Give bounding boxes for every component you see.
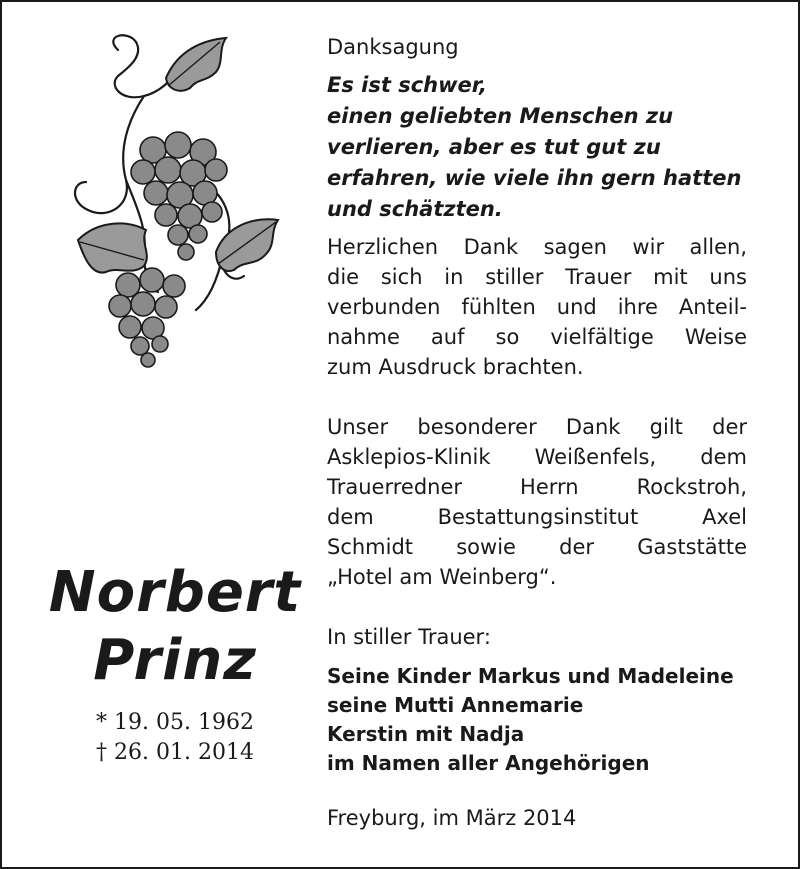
- paragraph-line: Unser besonderer Dank gilt der: [327, 415, 747, 439]
- quote-line: Es ist schwer,: [327, 73, 487, 97]
- place-and-date: Freyburg, im März 2014: [327, 806, 577, 830]
- family-line: Seine Kinder Markus und Madeleine: [327, 664, 734, 688]
- paragraph-line: Trauerredner Herrn Rockstroh,: [327, 475, 747, 499]
- paragraph-line: die sich in stiller Trauer mit uns: [327, 265, 747, 289]
- special-thanks-paragraph: [327, 412, 747, 592]
- family-list: [327, 662, 747, 778]
- quote: [327, 70, 747, 225]
- deceased-first-name: Norbert: [48, 560, 302, 625]
- paragraph-line: nahme auf so vielfältige Weise: [327, 325, 747, 349]
- paragraph-line: Asklepios-Klinik Weißenfels, dem: [327, 445, 747, 469]
- paragraph-line: dem Bestattungsinstitut Axel: [327, 505, 747, 529]
- paragraph-line: Schmidt sowie der Gaststätte: [327, 535, 747, 559]
- paragraph-line: zum Ausdruck brachten.: [327, 355, 584, 379]
- paragraph-line: Herzlichen Dank sagen wir allen,: [327, 235, 747, 259]
- quote-line: erfahren, wie viele ihn gern hatten: [327, 166, 742, 190]
- birth-date: * 19. 05. 1962: [96, 710, 254, 735]
- death-date: † 26. 01. 2014: [96, 740, 254, 765]
- family-line: seine Mutti Annemarie: [327, 693, 584, 717]
- notice-heading: Danksagung: [327, 35, 459, 59]
- quote-line: und schätzten.: [327, 197, 503, 221]
- quote-line: einen geliebten Menschen zu: [327, 104, 674, 128]
- family-line: Kerstin mit Nadja: [327, 722, 525, 746]
- paragraph-line: verbunden fühlten und ihre Anteil-: [327, 295, 747, 319]
- deceased-last-name: Prinz: [93, 628, 257, 693]
- mourning-label: In stiller Trauer:: [327, 625, 491, 649]
- paragraph-line: „Hotel am Weinberg“.: [327, 565, 557, 589]
- grapevine-icon: [48, 30, 298, 370]
- thanks-paragraph: [327, 232, 747, 382]
- family-line: im Namen aller Angehörigen: [327, 751, 650, 775]
- quote-line: verlieren, aber es tut gut zu: [327, 135, 661, 159]
